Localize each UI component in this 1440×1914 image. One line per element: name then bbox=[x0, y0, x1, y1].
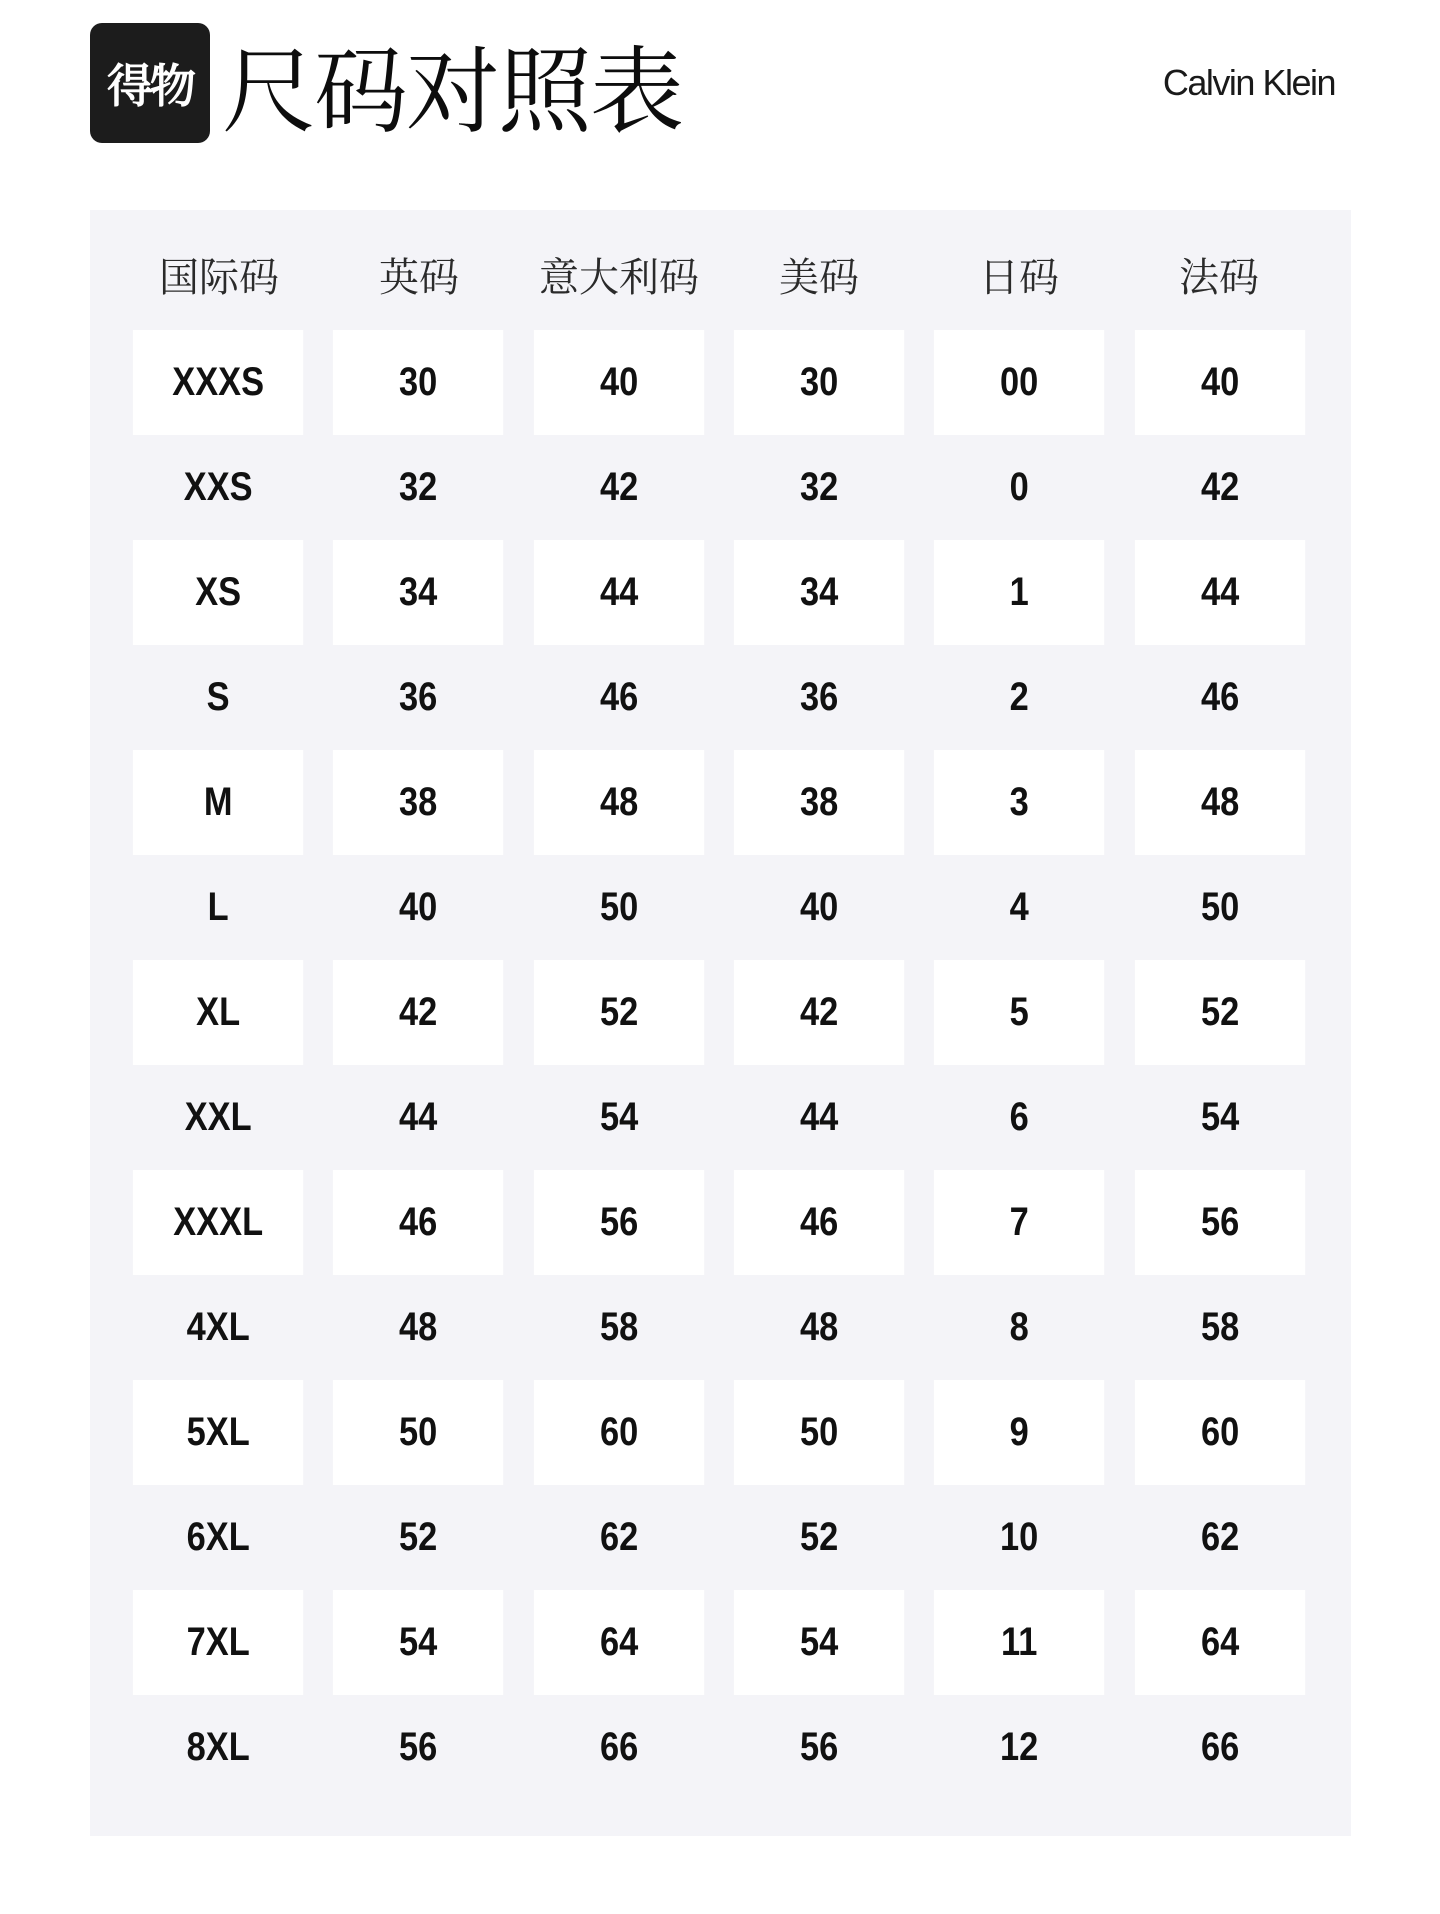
table-cell-uk bbox=[333, 645, 504, 750]
page-title: 尺码对照表 bbox=[222, 38, 683, 147]
table-cell-fr bbox=[1135, 1485, 1306, 1590]
table-cell-it bbox=[534, 1485, 705, 1590]
cell-value: 7XL bbox=[186, 1620, 250, 1664]
cell-value: 0 bbox=[1009, 465, 1030, 509]
cell-value: 50 bbox=[399, 1410, 438, 1454]
table-cell-uk bbox=[333, 750, 504, 855]
cell-value: 56 bbox=[399, 1725, 438, 1769]
table-cell-intl bbox=[133, 1170, 304, 1275]
cell-value: 40 bbox=[1200, 360, 1239, 404]
cell-value: 10 bbox=[1000, 1515, 1039, 1559]
table-cell-intl bbox=[133, 1275, 304, 1380]
table-cell-fr bbox=[1135, 1695, 1306, 1800]
cell-value: 2 bbox=[1009, 675, 1030, 719]
cell-value: 48 bbox=[599, 780, 638, 824]
cell-value: L bbox=[207, 885, 229, 929]
table-cell-it bbox=[534, 1380, 705, 1485]
cell-value: 48 bbox=[800, 1305, 839, 1349]
size-chart-table bbox=[90, 210, 1351, 1836]
table-cell-uk bbox=[333, 1590, 504, 1695]
cell-value: XXXS bbox=[172, 360, 265, 404]
table-cell-intl bbox=[133, 1695, 304, 1800]
table-cell-intl bbox=[133, 1380, 304, 1485]
table-cell-uk bbox=[333, 330, 504, 435]
table-cell-intl bbox=[133, 750, 304, 855]
table-cell-us bbox=[734, 1590, 905, 1695]
header bbox=[0, 0, 1440, 170]
cell-value: 9 bbox=[1009, 1410, 1030, 1454]
cell-value: 42 bbox=[800, 990, 839, 1034]
cell-value: 48 bbox=[399, 1305, 438, 1349]
cell-value: 44 bbox=[1200, 570, 1239, 614]
cell-value: 52 bbox=[1200, 990, 1239, 1034]
table-cell-jp bbox=[934, 1380, 1105, 1485]
table-cell-intl bbox=[133, 435, 304, 540]
column-header-us: 美码 bbox=[779, 254, 859, 301]
table-cell-it bbox=[534, 540, 705, 645]
table-cell-it bbox=[534, 1695, 705, 1800]
table-cell-uk bbox=[333, 960, 504, 1065]
cell-value: XXS bbox=[183, 465, 253, 509]
cell-value: 32 bbox=[800, 465, 839, 509]
cell-value: 56 bbox=[800, 1725, 839, 1769]
table-cell-fr bbox=[1135, 1380, 1306, 1485]
cell-value: 48 bbox=[1200, 780, 1239, 824]
column-header-intl: 国际码 bbox=[159, 254, 279, 301]
table-cell-fr bbox=[1135, 540, 1306, 645]
table-row bbox=[119, 1485, 1319, 1590]
cell-value: 30 bbox=[800, 360, 839, 404]
table-cell-intl bbox=[133, 1485, 304, 1590]
cell-value: 42 bbox=[599, 465, 638, 509]
cell-value: 8 bbox=[1009, 1305, 1030, 1349]
cell-value: 46 bbox=[399, 1200, 438, 1244]
column-header-uk: 英码 bbox=[379, 254, 459, 301]
table-cell-fr bbox=[1135, 645, 1306, 750]
table-cell-intl bbox=[133, 960, 304, 1065]
cell-value: 52 bbox=[399, 1515, 438, 1559]
table-cell-jp bbox=[934, 1485, 1105, 1590]
cell-value: 44 bbox=[599, 570, 638, 614]
table-cell-intl bbox=[133, 855, 304, 960]
table-cell-it bbox=[534, 1590, 705, 1695]
cell-value: 30 bbox=[399, 360, 438, 404]
cell-value: 5 bbox=[1009, 990, 1030, 1034]
cell-value: 46 bbox=[599, 675, 638, 719]
table-row bbox=[119, 960, 1319, 1065]
cell-value: 54 bbox=[399, 1620, 438, 1664]
table-row bbox=[119, 855, 1319, 960]
cell-value: 7 bbox=[1009, 1200, 1030, 1244]
table-cell-intl bbox=[133, 645, 304, 750]
table-cell-us bbox=[734, 540, 905, 645]
table-cell-us bbox=[734, 1380, 905, 1485]
logo-text: 得物 bbox=[107, 59, 193, 113]
cell-value: 54 bbox=[599, 1095, 638, 1139]
table-cell-us bbox=[734, 855, 905, 960]
cell-value: 56 bbox=[599, 1200, 638, 1244]
table-cell-fr bbox=[1135, 750, 1306, 855]
table-cell-us bbox=[734, 1275, 905, 1380]
cell-value: 42 bbox=[1200, 465, 1239, 509]
table-cell-it bbox=[534, 1065, 705, 1170]
table-cell-fr bbox=[1135, 1590, 1306, 1695]
cell-value: 52 bbox=[800, 1515, 839, 1559]
table-cell-jp bbox=[934, 750, 1105, 855]
table-cell-uk bbox=[333, 1485, 504, 1590]
table-cell-it bbox=[534, 1275, 705, 1380]
cell-value: 40 bbox=[599, 360, 638, 404]
table-cell-jp bbox=[934, 540, 1105, 645]
table-cell-uk bbox=[333, 1065, 504, 1170]
column-header-jp: 日码 bbox=[979, 254, 1059, 301]
cell-value: S bbox=[206, 675, 230, 719]
cell-value: XS bbox=[195, 570, 242, 614]
cell-value: XXL bbox=[184, 1095, 252, 1139]
table-row bbox=[119, 750, 1319, 855]
cell-value: 58 bbox=[599, 1305, 638, 1349]
table-cell-it bbox=[534, 750, 705, 855]
cell-value: 3 bbox=[1009, 780, 1030, 824]
table-cell-uk bbox=[333, 540, 504, 645]
table-cell-us bbox=[734, 750, 905, 855]
table-cell-us bbox=[734, 1695, 905, 1800]
cell-value: 1 bbox=[1009, 570, 1030, 614]
table-row bbox=[119, 1380, 1319, 1485]
cell-value: 4 bbox=[1009, 885, 1030, 929]
table-body bbox=[119, 330, 1319, 1800]
table-cell-uk bbox=[333, 1170, 504, 1275]
table-cell-intl bbox=[133, 1065, 304, 1170]
cell-value: 46 bbox=[1200, 675, 1239, 719]
table-cell-fr bbox=[1135, 1065, 1306, 1170]
table-cell-uk bbox=[333, 855, 504, 960]
brand-logo: Calvin Klein bbox=[1162, 62, 1335, 103]
table-cell-uk bbox=[333, 1380, 504, 1485]
table-cell-jp bbox=[934, 1065, 1105, 1170]
cell-value: 6XL bbox=[186, 1515, 250, 1559]
table-cell-it bbox=[534, 645, 705, 750]
table-cell-jp bbox=[934, 645, 1105, 750]
cell-value: 5XL bbox=[186, 1410, 250, 1454]
table-cell-us bbox=[734, 1170, 905, 1275]
cell-value: 00 bbox=[1000, 360, 1039, 404]
table-cell-us bbox=[734, 645, 905, 750]
table-cell-jp bbox=[934, 435, 1105, 540]
cell-value: 42 bbox=[399, 990, 438, 1034]
table-cell-us bbox=[734, 330, 905, 435]
table-row bbox=[119, 435, 1319, 540]
table-cell-it bbox=[534, 435, 705, 540]
cell-value: 36 bbox=[800, 675, 839, 719]
table-row bbox=[119, 1695, 1319, 1800]
table-row bbox=[119, 330, 1319, 435]
table-cell-fr bbox=[1135, 330, 1306, 435]
cell-value: 60 bbox=[1200, 1410, 1239, 1454]
cell-value: 56 bbox=[1200, 1200, 1239, 1244]
table-cell-intl bbox=[133, 1590, 304, 1695]
cell-value: 4XL bbox=[186, 1305, 250, 1349]
table-cell-fr bbox=[1135, 435, 1306, 540]
table-cell-fr bbox=[1135, 1275, 1306, 1380]
table-cell-us bbox=[734, 960, 905, 1065]
table-cell-jp bbox=[934, 855, 1105, 960]
table-cell-us bbox=[734, 435, 905, 540]
cell-value: 50 bbox=[800, 1410, 839, 1454]
cell-value: 6 bbox=[1009, 1095, 1030, 1139]
table-cell-us bbox=[734, 1485, 905, 1590]
table-row bbox=[119, 645, 1319, 750]
cell-value: 60 bbox=[599, 1410, 638, 1454]
table-cell-it bbox=[534, 330, 705, 435]
cell-value: 54 bbox=[800, 1620, 839, 1664]
cell-value: 58 bbox=[1200, 1305, 1239, 1349]
cell-value: 44 bbox=[800, 1095, 839, 1139]
cell-value: XL bbox=[196, 990, 241, 1034]
table-cell-fr bbox=[1135, 855, 1306, 960]
cell-value: 50 bbox=[1200, 885, 1239, 929]
cell-value: 52 bbox=[599, 990, 638, 1034]
cell-value: 66 bbox=[1200, 1725, 1239, 1769]
cell-value: 66 bbox=[599, 1725, 638, 1769]
cell-value: XXXL bbox=[173, 1200, 264, 1244]
table-row bbox=[119, 1065, 1319, 1170]
table-row bbox=[119, 1590, 1319, 1695]
column-header-fr: 法码 bbox=[1179, 254, 1259, 301]
cell-value: 36 bbox=[399, 675, 438, 719]
column-header-it: 意大利码 bbox=[539, 254, 699, 301]
cell-value: 12 bbox=[1000, 1725, 1039, 1769]
cell-value: 64 bbox=[599, 1620, 638, 1664]
table-cell-intl bbox=[133, 540, 304, 645]
cell-value: 46 bbox=[800, 1200, 839, 1244]
table-cell-it bbox=[534, 960, 705, 1065]
table-cell-fr bbox=[1135, 1170, 1306, 1275]
cell-value: 62 bbox=[1200, 1515, 1239, 1559]
cell-value: 8XL bbox=[186, 1725, 250, 1769]
table-header-row bbox=[119, 210, 1319, 330]
cell-value: 64 bbox=[1200, 1620, 1239, 1664]
cell-value: 34 bbox=[800, 570, 839, 614]
cell-value: 32 bbox=[399, 465, 438, 509]
table-cell-fr bbox=[1135, 960, 1306, 1065]
table-cell-us bbox=[734, 1065, 905, 1170]
table-cell-jp bbox=[934, 1275, 1105, 1380]
cell-value: 34 bbox=[399, 570, 438, 614]
cell-value: M bbox=[203, 780, 233, 824]
cell-value: 40 bbox=[800, 885, 839, 929]
table-row bbox=[119, 1170, 1319, 1275]
table-cell-uk bbox=[333, 1695, 504, 1800]
cell-value: 50 bbox=[599, 885, 638, 929]
cell-value: 40 bbox=[399, 885, 438, 929]
table-cell-jp bbox=[934, 1695, 1105, 1800]
table-cell-uk bbox=[333, 1275, 504, 1380]
dewu-logo bbox=[90, 23, 210, 143]
table-cell-uk bbox=[333, 435, 504, 540]
table-cell-it bbox=[534, 855, 705, 960]
table-cell-jp bbox=[934, 1590, 1105, 1695]
table-row bbox=[119, 540, 1319, 645]
table-cell-jp bbox=[934, 1170, 1105, 1275]
cell-value: 62 bbox=[599, 1515, 638, 1559]
table-cell-jp bbox=[934, 960, 1105, 1065]
table-row bbox=[119, 1275, 1319, 1380]
table-cell-jp bbox=[934, 330, 1105, 435]
table-cell-it bbox=[534, 1170, 705, 1275]
cell-value: 11 bbox=[1001, 1620, 1038, 1664]
cell-value: 38 bbox=[800, 780, 839, 824]
cell-value: 44 bbox=[399, 1095, 438, 1139]
cell-value: 54 bbox=[1200, 1095, 1239, 1139]
table-cell-intl bbox=[133, 330, 304, 435]
cell-value: 38 bbox=[399, 780, 438, 824]
